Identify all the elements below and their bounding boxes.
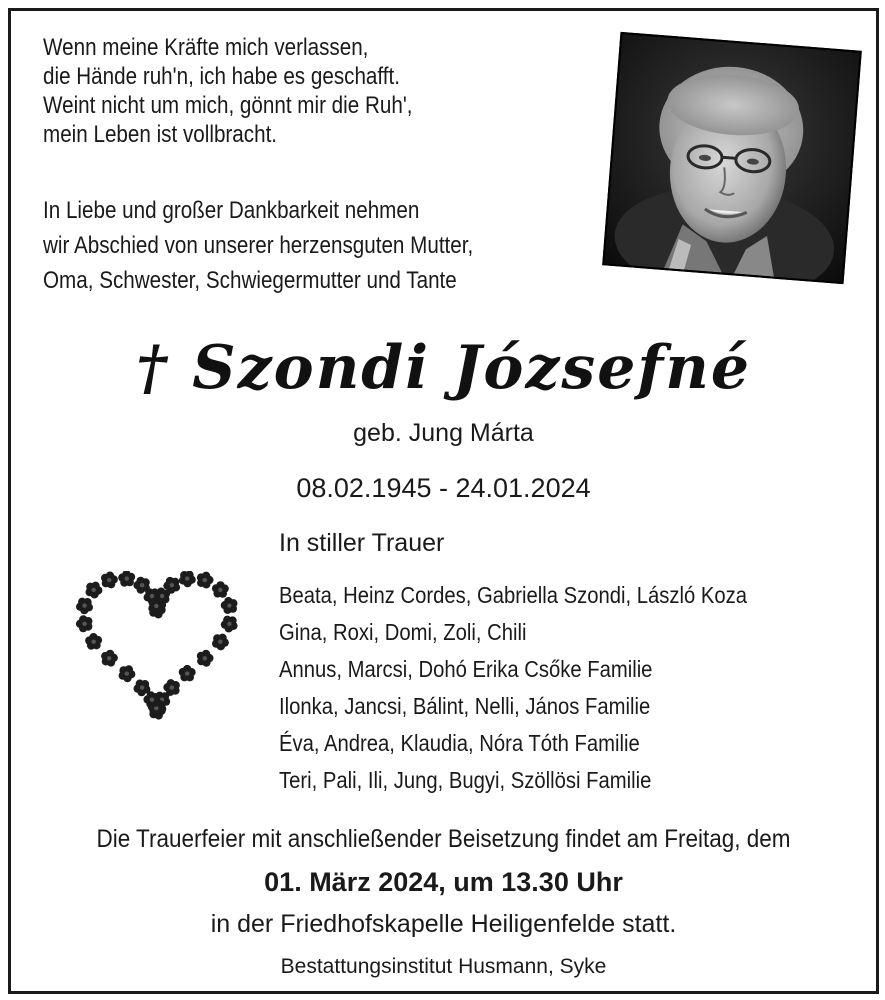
mourner-line: Teri, Pali, Ili, Jung, Bugyi, Szöllösi Familie [279, 767, 652, 793]
flower [76, 615, 93, 632]
mourning-heading: In stiller Trauer [279, 529, 445, 557]
flower [221, 597, 238, 614]
heart-of-flowers-graphic [67, 571, 247, 721]
life-dates: 08.02.1945 - 24.01.2024 [296, 473, 591, 503]
funeral-date-time: 01. März 2024, um 13.30 Uhr [264, 867, 623, 897]
poem-line: mein Leben ist vollbracht. [43, 121, 278, 148]
flower [86, 582, 103, 599]
flower [197, 572, 214, 589]
flower [143, 691, 160, 708]
flower [212, 581, 229, 598]
mourner-line: Ilonka, Jancsi, Bálint, Nelli, János Familie [279, 693, 651, 719]
intro-text [43, 193, 473, 298]
flower [119, 665, 136, 682]
flower [221, 616, 238, 633]
flower [197, 650, 214, 667]
poem-line: Weint nicht um mich, gönnt mir die Ruh', [43, 92, 413, 119]
flower [101, 572, 118, 589]
intro-line: Oma, Schwester, Schwiegermutter und Tante [43, 267, 457, 294]
mourner-line: Éva, Andrea, Klaudia, Nóra Tóth Familie [279, 730, 640, 756]
poem [43, 33, 413, 149]
flower [212, 634, 229, 651]
flower [179, 571, 196, 587]
mourner-line: Gina, Roxi, Domi, Zoli, Chili [279, 619, 527, 645]
mourner-line: Annus, Marcsi, Dohó Erika Csőke Familie [279, 656, 653, 682]
flower [101, 650, 118, 667]
flower [76, 598, 93, 615]
funeral-info-line: Die Trauerfeier mit anschließender Beisetzung findet am Freitag, dem [96, 825, 791, 853]
flower [85, 633, 102, 650]
mourner-line: Beata, Heinz Cordes, Gabriella Szondi, László Koza [279, 582, 748, 608]
heart-of-flowers-icon [67, 571, 247, 721]
flower [179, 665, 196, 682]
flower [118, 571, 135, 587]
intro-line: wir Abschied von unserer herzensguten Mutter, [43, 232, 474, 259]
portrait-photo [602, 32, 862, 284]
undertaker: Bestattungsinstitut Husmann, Syke [280, 955, 607, 978]
portrait-image [604, 34, 859, 282]
intro-line: In Liebe und großer Dankbarkeit nehmen [43, 197, 420, 224]
birth-name: geb. Jung Márta [353, 419, 534, 447]
funeral-location: in der Friedhofskapelle Heiligenfelde statt. [210, 910, 677, 938]
poem-line: Wenn meine Kräfte mich verlassen, [43, 34, 369, 61]
mourners-list [279, 577, 747, 799]
deceased-name: † Szondi Józsefné [136, 333, 751, 403]
obituary-notice [8, 8, 879, 994]
poem-line: die Hände ruh'n, ich habe es geschafft. [43, 63, 400, 90]
